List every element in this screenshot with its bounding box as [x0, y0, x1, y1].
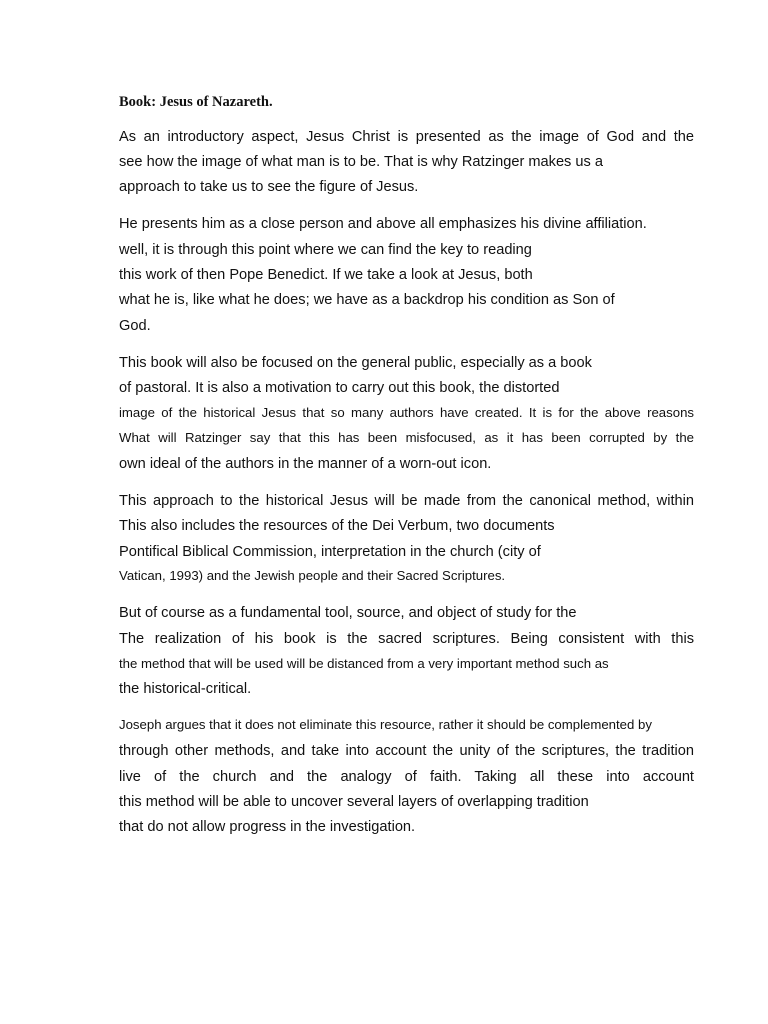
paragraph-1-line-1: As an introductory aspect, Jesus Christ is presented as the image of God and the	[119, 129, 694, 145]
paragraph-6-line-5: that do not allow progress in the investigation.	[119, 819, 416, 835]
paragraph-2-line-4: what he is, like what he does; we have as a backdrop his condition as Son of	[119, 292, 615, 308]
paragraph-2-line-1: He presents him as a close person and above all emphasizes his divine affiliation.	[119, 216, 647, 232]
paragraph-4-line-2: This also includes the resources of the Dei Verbum, two documents	[119, 518, 555, 534]
paragraph-2-line-5: God.	[119, 318, 151, 334]
paragraph-1-line-2: see how the image of what man is to be. That is why Ratzinger makes us a	[119, 154, 603, 170]
document-title: Book: Jesus of Nazareth.	[119, 94, 273, 110]
paragraph-6-line-4: this method will be able to uncover several layers of overlapping tradition	[119, 794, 589, 810]
paragraph-6-line-3: live of the church and the analogy of faith. Taking all these into account	[119, 769, 694, 785]
paragraph-3-line-5: own ideal of the authors in the manner of a worn-out icon.	[119, 456, 492, 472]
paragraph-6-line-2: through other methods, and take into account the unity of the scriptures, the tradition	[119, 743, 694, 759]
paragraph-3-line-1: This book will also be focused on the general public, especially as a book	[119, 355, 592, 371]
paragraph-2-line-3: this work of then Pope Benedict. If we take a look at Jesus, both	[119, 267, 533, 283]
paragraph-4-line-4: Vatican, 1993) and the Jewish people and their Sacred Scriptures.	[119, 568, 506, 583]
paragraph-5-line-3: the method that will be used will be distanced from a very important method such as	[119, 656, 609, 671]
paragraph-6-line-1: Joseph argues that it does not eliminate this resource, rather it should be complemented by	[119, 717, 652, 732]
paragraph-3-line-4: What will Ratzinger say that this has been misfocused, as it has been corrupted by the	[119, 430, 694, 445]
paragraph-1-line-3: approach to take us to see the figure of Jesus.	[119, 179, 419, 195]
paragraph-4-line-3: Pontifical Biblical Commission, interpretation in the church (city of	[119, 544, 541, 560]
paragraph-3-line-2: of pastoral. It is also a motivation to carry out this book, the distorted	[119, 380, 560, 396]
paragraph-5-line-2: The realization of his book is the sacred scriptures. Being consistent with this	[119, 631, 694, 647]
paragraph-5-line-4: the historical-critical.	[119, 681, 252, 697]
paragraph-5-line-1: But of course as a fundamental tool, source, and object of study for the	[119, 605, 577, 621]
paragraph-2-line-2: well, it is through this point where we can find the key to reading	[119, 242, 532, 258]
paragraph-3-line-3: image of the historical Jesus that so many authors have created. It is for the above reasons	[119, 405, 694, 420]
paragraph-4-line-1: This approach to the historical Jesus will be made from the canonical method, within	[119, 493, 694, 509]
